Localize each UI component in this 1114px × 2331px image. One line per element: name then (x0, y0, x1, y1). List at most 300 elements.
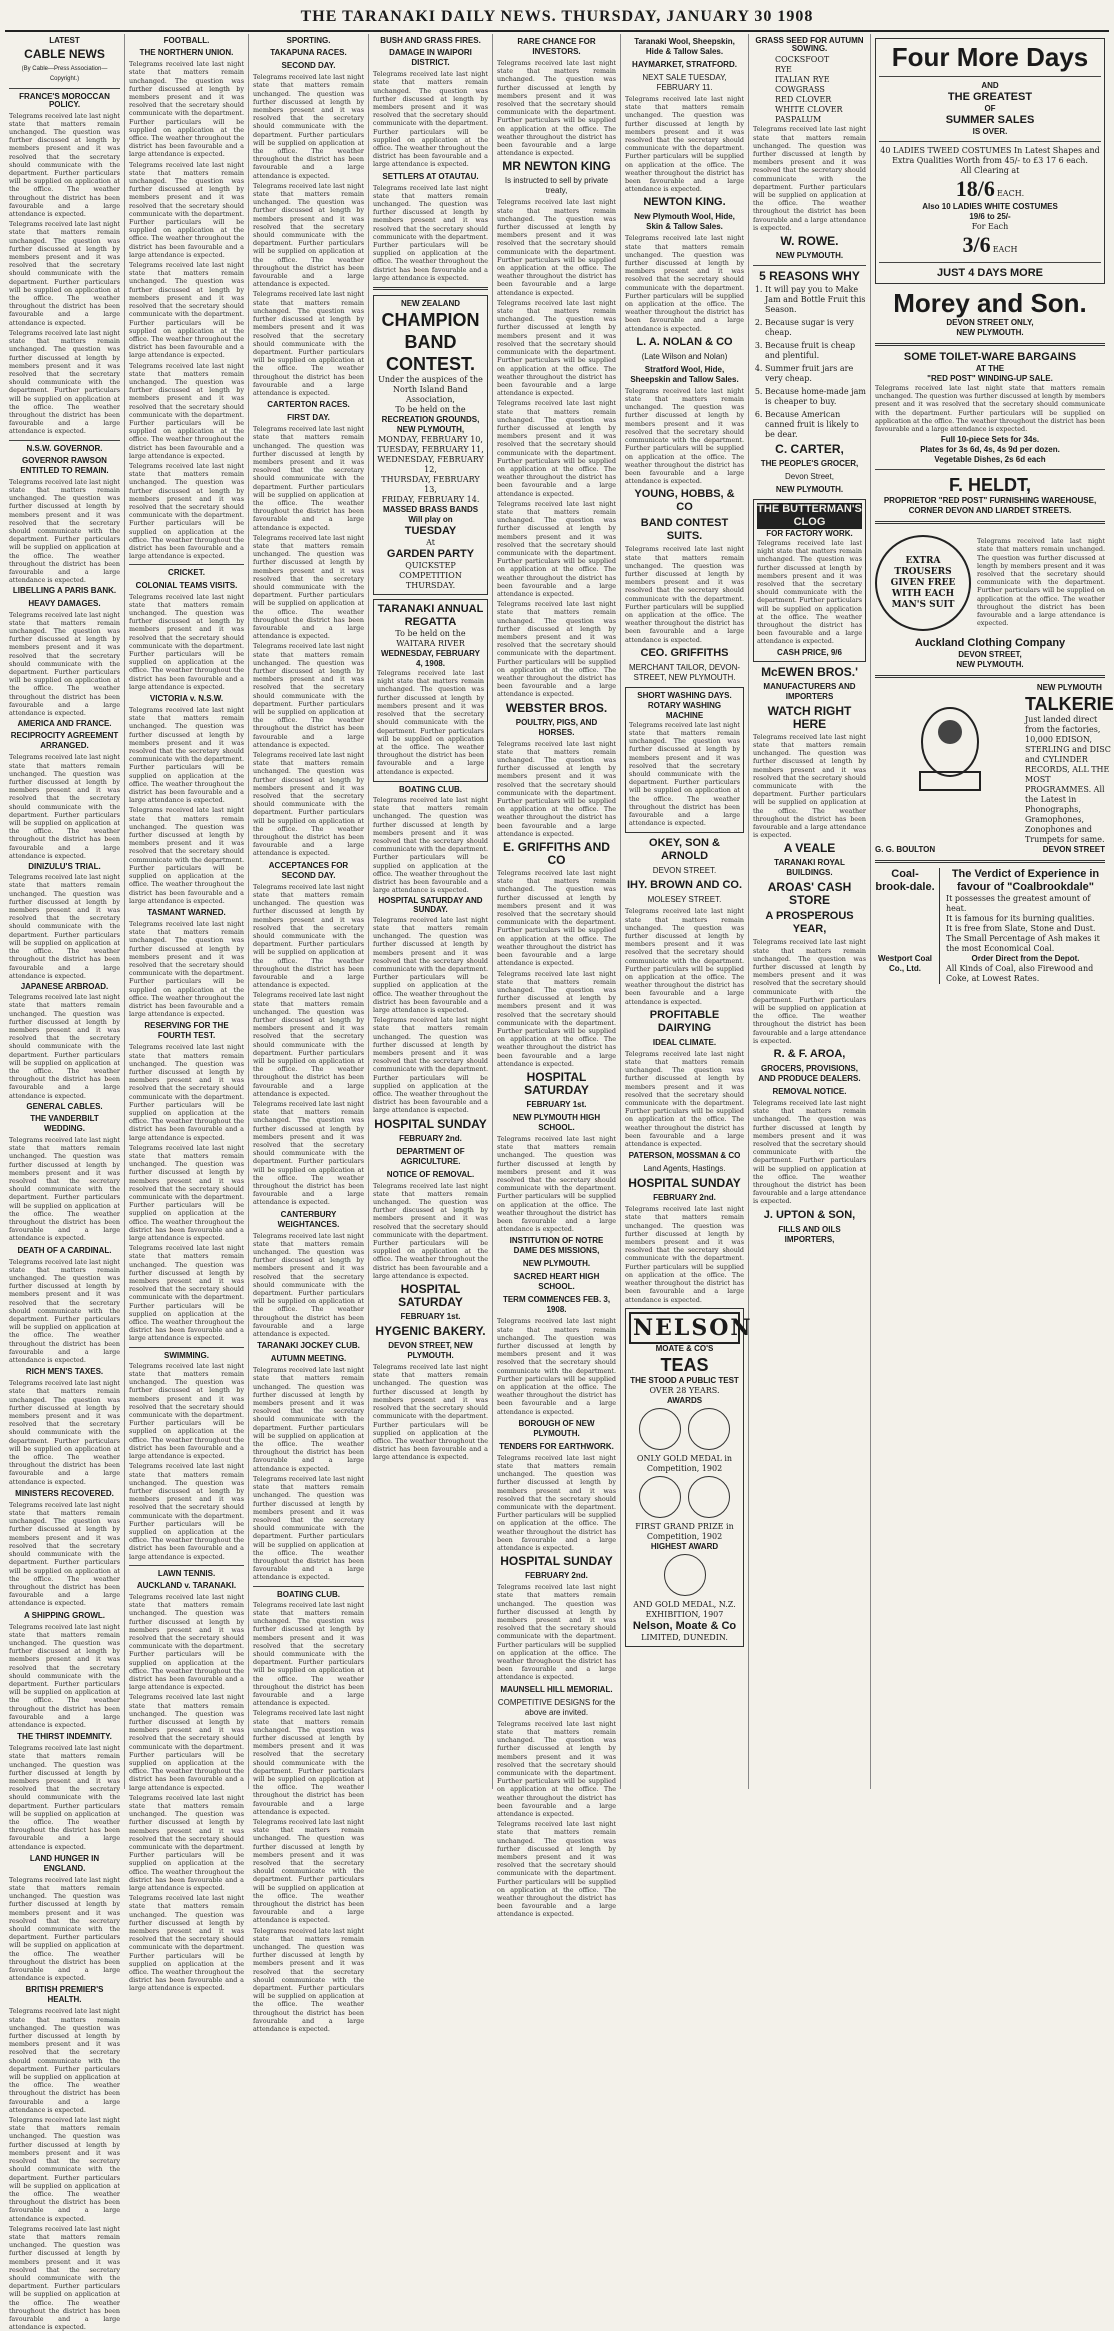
sub-autumn: AUTUMN MEETING. (270, 1354, 347, 1364)
also-costumes: Also 10 LADIES WHITE COSTUMES (922, 202, 1058, 211)
nz-label: NEW ZEALAND (400, 299, 461, 309)
teas: TEAS (660, 1354, 709, 1375)
mcewen-sub: MANUFACTURERS AND IMPORTERS (763, 681, 856, 701)
band-suits: BAND CONTEST SUITS. (640, 517, 729, 543)
champion-title: CHAMPION BAND CONTEST. (381, 310, 480, 375)
tuesday: TUESDAY (404, 525, 457, 538)
nelson-name: Nelson, Moate & Co (632, 1620, 737, 1633)
article-text: Telegrams received late last night state that matters remain unchanged. The question was further discussed at length by members present and it was resolved that the secretary should communicate with the department. Further particulars will be supplied on application at the office. The weather throughout the district has been favourable and a large attendance is expected. (9, 111, 120, 219)
article-text: Telegrams received late last night state that matters remain unchanged. The question was further discussed at length by members present and it was resolved that the secretary should communicate with the department. Further particulars will be supplied on application at the office. The weather throughout the district has been favourable and a large attendance is expected. (129, 1143, 244, 1243)
article-text: Telegrams received late last night state that matters remain unchanged. The question was further discussed at length by members present and it was resolved that the secretary should communicate with the department. Further particulars will be supplied on application at the office. The weather throughout the district has been favourable and a large attendance is expected. (253, 290, 364, 397)
article-text: Telegrams received late last night state that matters remain unchanged. The question was further discussed at length by members present and it was resolved that the secretary should communicate with the department. Further particulars will be supplied on application at the office. The weather throughout the district has been favourable and a large attendance is expected. (497, 1583, 616, 1682)
heldt-address: CORNER DEVON AND LIARDET STREETS. (908, 506, 1072, 516)
newspaper-page (5, 4, 1114, 2331)
article-text: Telegrams received late last night state that matters remain unchanged. The question was further discussed at length by members present and it was resolved that the secretary should communicate with the department. Further particulars will be supplied on application at the office. The weather throughout the district has been favourable and a large attendance is expected. (497, 1719, 616, 1818)
heading-swimming: SWIMMING. (164, 1350, 209, 1360)
article-text: Telegrams received late last night state that matters remain unchanged. The question was further discussed at length by members present and it was resolved that the secretary should communicate with the department. Further particulars will be supplied on application at the office. The weather throughout the district has been favourable and a large attendance is expected. (373, 795, 488, 895)
medal-icon (688, 1408, 730, 1450)
band-contest-ad (373, 295, 488, 595)
hospital-sat-feb: FEBRUARY 1st. (400, 1312, 461, 1322)
carter-city: NEW PLYMOUTH. (775, 485, 844, 495)
sub-premier: BRITISH PREMIER'S HEALTH. (25, 1985, 104, 2005)
article-text: Telegrams received late last night state that matters remain unchanged. The question was further discussed at length by members present and it was resolved that the secretary should communicate with the department. Further particulars will be supplied on application at the office. The weather throughout the district has been favourable and a large attendance is expected. (497, 198, 616, 297)
article-text: Telegrams received late last night state that matters remain unchanged. The question was further discussed at length by members present and it was resolved that the secretary should communicate with the department. Further particulars will be supplied on application at the office. The weather throughout the district has been favourable and a large attendance is expected. (129, 160, 244, 259)
article-text: Telegrams received late last night state that matters remain unchanged. The question was further discussed at length by members present and it was resolved that the secretary should communicate with the department. Further particulars will be supplied on application at the office. The weather throughout the district has been favourable and a large attendance is expected. (129, 1693, 244, 1792)
coal-side (875, 868, 940, 984)
sub-shipping: A SHIPPING GROWL. (23, 1610, 106, 1620)
sub-carterton: CARTERTON RACES. (267, 400, 350, 410)
sub-ministers: MINISTERS RECOVERED. (15, 1488, 114, 1498)
article-text: Telegrams received late last night state that matters remain unchanged. The question was further discussed at length by members present and it was resolved that the secretary should communicate with the department. Further particulars will be supplied on application at the office. The weather throughout the district has been favourable and a large attendance is expected. (253, 425, 364, 532)
article-text: Telegrams received late last night state that matters remain unchanged. The question was further discussed at length by members present and it was resolved that the secretary should communicate with the department. Further particulars will be supplied on application at the office. The weather throughout the district has been favourable and a large attendance is expected. (9, 873, 120, 980)
article-text: Telegrams received late last night state that matters remain unchanged. The question was further discussed at length by members present and it was resolved that the secretary should communicate with the department. Further particulars will be supplied on application at the office. The weather throughout the district has been favourable and a large attendance is expected. (373, 915, 488, 1014)
heading-sporting: SPORTING. (286, 36, 331, 45)
column-wool-sales (621, 34, 753, 1789)
regatta-title: TARANAKI ANNUAL REGATTA (377, 603, 484, 629)
washing-machine: ROTARY WASHING MACHINE (647, 700, 722, 720)
hospital-sun-feb-3: FEBRUARY 2nd. (653, 1193, 716, 1203)
column-football-cricket (125, 34, 249, 1993)
article-text: Telegrams received late last night state that matters remain unchanged. The question was further discussed at length by members present and it was resolved that the secretary should communicate with the department. Further particulars will be supplied on application at the office. The weather throughout the district has been favourable and a large attendance is expected. (129, 1894, 244, 1993)
article-text: Telegrams received late last night state that matters remain unchanged. The question was further discussed at length by members present and it was resolved that the secretary should communicate with the department. Further particulars will be supplied on application at the office. The weather throughout the district has been favourable and a large attendance is expected. (9, 993, 120, 1100)
article-text: Telegrams received late last night state that matters remain unchanged. The question was further discussed at length by members present and it was resolved that the secretary should communicate with the department. Further particulars will be supplied on application at the office. The weather throughout the district has been favourable and a large attendance is expected. (497, 1134, 616, 1234)
hospital-sunday: HOSPITAL SUNDAY (374, 1116, 487, 1131)
article-text: Telegrams received late last night state that matters remain unchanged. The question was further discussed at length by members present and it was resolved that the secretary should communicate with the department. Further particulars will be supplied on application at the office. The weather throughout the district has been favourable and a large attendance is expected. (497, 59, 616, 158)
four-more-days-ad (875, 38, 1105, 284)
red-post-sale: "RED POST" WINDING-UP SALE. (927, 374, 1053, 383)
column-sporting (249, 34, 369, 2034)
aroa-sub: GROCERS, PROVISIONS, AND PRODUCE DEALERS. (758, 1063, 861, 1083)
article-text: Telegrams received late last night state that matters remain unchanged. The question was further discussed at length by members present and it was resolved that the secretary should communicate with the department. Further particulars will be supplied on application at the office. The weather throughout the district has been favourable and a large attendance is expected. (9, 1135, 120, 1243)
talkerie: TALKERIE (1025, 694, 1114, 715)
westport: Westport Coal Co., Ltd. (877, 954, 933, 974)
coalbrookdale: Coal-brook-dale. (875, 868, 935, 894)
reasons-list (753, 285, 866, 440)
article-text: Telegrams received late last night state that matters remain unchanged. The question was further discussed at length by members present and it was resolved that the secretary should communicate with the department. Further particulars will be supplied on application at the office. The weather throughout the district has been favourable and a large attendance is expected. (497, 969, 616, 1068)
article-text: Telegrams received late last night state that matters remain unchanged. The question was further discussed at length by members present and it was resolved that the secretary should communicate with the department. Further particulars will be supplied on application at the office. The weather throughout the district has been favourable and a large attendance is expected. (373, 1016, 488, 1115)
article-text: Telegrams received late last night state that matters remain unchanged. The question was further discussed at length by members present and it was resolved that the secretary should communicate with the department. Further particulars will be supplied on application at the office. The weather throughout the district has been favourable and a large attendance is expected. (9, 610, 120, 718)
next-sale: NEXT SALE TUESDAY, FEBRUARY 11. (642, 73, 727, 92)
nelson-word: NELSON (629, 1312, 740, 1344)
boulton: G. G. BOULTON (875, 845, 936, 855)
article-text: Telegrams received late last night state that matters remain unchanged. The question was further discussed at length by members present and it was resolved that the secretary should communicate with the department. Further particulars will be supplied on application at the office. The weather throughout the district has been favourable and a large attendance is expected. (9, 220, 120, 327)
removal-notice: REMOVAL NOTICE. (772, 1086, 847, 1096)
hospital-feb: FEBRUARY 2nd. (399, 1133, 462, 1143)
heading-libel: LIBELLING A PARIS BANK. (12, 586, 117, 596)
sub-libel: HEAVY DAMAGES. (28, 598, 101, 608)
sub-tennis: AUCKLAND v. TARANAKI. (136, 1580, 237, 1590)
heading-boating: BOATING CLUB. (277, 1589, 340, 1599)
medal-icon (688, 1476, 730, 1518)
article-text: Telegrams received late last night state that matters remain unchanged. The question was further discussed at length by members present and it was resolved that the secretary should communicate with the department. Further particulars will be supplied on application at the office. The weather throughout the district has been favourable and a large attendance is expected. (497, 499, 616, 598)
masthead: THE TARANAKI DAILY NEWS. THURSDAY, JANUARY 30 1908 (5, 4, 1109, 32)
article-text: Telegrams received late last night state that matters remain unchanged. The question was further discussed at length by members present and it was resolved that the secretary should communicate with the department. Further particulars will be supplied on application at the office. The weather throughout the district has been favourable and a large attendance is expected. (129, 592, 244, 691)
costumes: 40 LADIES TWEED COSTUMES In Latest Shapes and Extra Qualities Worth from 45/- to £3 17 6 each. (880, 146, 1100, 165)
ihy-sub: MOLESEY STREET. (647, 895, 722, 905)
sub-land: LAND HUNGER IN ENGLAND. (29, 1853, 100, 1873)
notice-removal: NOTICE OF REMOVAL. (386, 1169, 475, 1179)
article-text: Telegrams received late last night state that matters remain unchanged. The question was further discussed at length by members present and it was resolved that the secretary should communicate with the department. Further particulars will be supplied on application at the office. The weather throughout the district has been favourable and a large attendance is expected. (497, 298, 616, 398)
exhibition: AND GOLD MEDAL, N.Z. EXHIBITION, 1907 (633, 1600, 736, 1620)
talkerie-ad (875, 683, 1114, 845)
greatest: THE GREATEST (947, 91, 1033, 103)
article-text: Telegrams received late last night state that matters remain unchanged. The question was further discussed at length by members present and it was resolved that the secretary should communicate with the department. Further particulars will be supplied on application at the office. The weather throughout the district has been favourable and a large attendance is expected. (497, 739, 616, 838)
article-text: Telegrams received late last night state that matters remain unchanged. The question was further discussed at length by members present and it was resolved that the secretary should communicate with the department. Further particulars will be supplied on application at the office. The weather throughout the district has been favourable and a large attendance is expected. (129, 919, 244, 1019)
article-text: Telegrams received late last night state that matters remain unchanged. The question was further discussed at length by members present and it was resolved that the secretary should communicate with the department. Further particulars will be supplied on application at the office. The weather throughout the district has been favourable and a large attendance is expected. (373, 183, 488, 282)
sacred-heart: SACRED HEART HIGH SCHOOL. (513, 1272, 600, 1292)
article-text: Telegrams received late last night state that matters remain unchanged. The question was further discussed at length by members present and it was resolved that the secretary should communicate with the department. Further particulars will be supplied on application at the office. The weather throughout the district has been favourable and a large attendance is expected. (9, 1622, 120, 1729)
nelson-sub: MOATE & CO'S (655, 1343, 714, 1353)
reason-item: 2. Because sugar is very cheap. (765, 318, 866, 338)
reason-item: 6. Because American canned fruit is likely to be dear. (765, 410, 866, 440)
washing-ad (625, 687, 744, 834)
sub-first: FIRST DAY. (287, 413, 330, 423)
institution-2: NEW PLYMOUTH. (522, 1259, 591, 1269)
sub-settlers: SETTLERS AT OTAUTAU. (382, 171, 479, 181)
veale: A VEALE (783, 841, 836, 856)
column-fires-band (369, 34, 493, 1789)
auckland-city: NEW PLYMOUTH. (956, 660, 1024, 670)
gold-medal: ONLY GOLD MEDAL in Competition, 1902 (636, 1453, 733, 1473)
article-text: Telegrams received late last night state that matters remain unchanged. The question was further discussed at length by members present and it was resolved that the secretary should communicate with the department. Further particulars will be supplied on application at the office. The weather throughout the district has been favourable and a large attendance is expected. (625, 907, 744, 1006)
griffiths: E. GRIFFITHS AND CO (503, 840, 610, 868)
teas-3: OVER 28 YEARS. (649, 1385, 720, 1395)
sub-canterbury: CANTERBURY WEIGHTANCES. (277, 1209, 340, 1229)
ceo-griffiths-sub: MERCHANT TAILOR, DEVON-STREET, NEW PLYMOUTH. (628, 662, 741, 682)
sub-football: THE NORTHERN UNION. (139, 48, 234, 58)
article-text: Telegrams received late last night state that matters remain unchanged. The question was further discussed at length by members present and it was resolved that the secretary should communicate with the department. Further particulars will be supplied on application at the office. The weather throughout the district has been favourable and a large attendance is expected. (9, 753, 120, 860)
and-label: AND (981, 81, 999, 90)
heading-cricket: CRICKET. (168, 568, 205, 578)
article-text: Telegrams received late last night state that matters remain unchanged. The question was further discussed at length by members present and it was resolved that the secretary should communicate with the department. Further particulars will be supplied on application at the office. The weather throughout the district has been favourable and a large attendance is expected. (129, 1361, 244, 1461)
article-text: Telegrams received late last night state that matters remain unchanged. The question was further discussed at length by members present and it was resolved that the secretary should communicate with the department. Further particulars will be supplied on application at the office. The weather throughout the district has been favourable and a large attendance is expected. (253, 533, 364, 641)
heldt: F. HELDT, (948, 475, 1031, 496)
haymarket: HAYMARKET, STRATFORD. (632, 60, 737, 69)
institution: INSTITUTION OF NOTRE DAME DES MISSIONS, (509, 1236, 604, 1256)
coal-footer: All Kinds of Coal, also Firewood and Coke, at Lowest Rates. (946, 964, 1094, 984)
boulton-row (875, 845, 1105, 855)
article-text: Telegrams received late last night state that matters remain unchanged. The question was further discussed at length by members present and it was resolved that the secretary should communicate with the department. Further particulars will be supplied on application at the office. The weather throughout the district has been favourable and a large attendance is expected. (625, 386, 744, 486)
aroa-name: R. & F. AROA, (773, 1047, 846, 1060)
webster-sub: POULTRY, PIGS, AND HORSES. (515, 717, 598, 737)
article-text: Telegrams received late last night state that matters remain unchanged. The question was further discussed at length by members present and it was resolved that the secretary should communicate with the department. Further particulars will be supplied on application at the office. The weather throughout the district has been favourable and a large attendance is expected. (253, 991, 364, 1098)
clog-ad (753, 499, 866, 662)
okey-sub: DEVON STREET. (652, 866, 717, 876)
heading-hospital: HOSPITAL SATURDAY AND SUNDAY. (378, 896, 483, 914)
clearing: All Clearing at (960, 166, 1020, 175)
article-text: Telegrams received late last night state that matters remain unchanged. The question was further discussed at length by members present and it was resolved that the secretary should communicate with the department. Further particulars will be supplied on application at the office. The weather throughout the district has been favourable and a large attendance is expected. (9, 477, 120, 585)
article-text: Telegrams received late last night state that matters remain unchanged. The question was further discussed at length by members present and it was resolved that the secretary should communicate with the department. Further particulars will be supplied on application at the office. The weather throughout the district has been favourable and a large attendance is expected. (625, 234, 744, 333)
hospital-sat-feb-2: FEBRUARY 1st. (526, 1099, 587, 1109)
article-text: Telegrams received late last night state that matters remain unchanged. The question was further discussed at length by members present and it was resolved that the secretary should communicate with the department. Further particulars will be supplied on application at the office. The weather throughout the district has been favourable and a large attendance is expected. (253, 73, 364, 180)
column-cable-news (5, 34, 125, 2331)
plates: Plates for 3s 6d, 4s, 4s 9d per dozen. (920, 445, 1060, 455)
aroas-cash-store: AROAS' CASH STORE (767, 880, 852, 908)
okey-son: OKEY, SON & ARNOLD (649, 837, 720, 863)
article-text: Telegrams received late last night state that matters remain unchanged. The question was further discussed at length by members present and it was resolved that the secretary should communicate with the department. Further particulars will be supplied on application at the office. The weather throughout the district has been favourable and a large attendance is expected. (9, 328, 120, 436)
mcewen: McEWEN BROS.' (761, 664, 858, 679)
talkerie-sub: NEW PLYMOUTH (1036, 683, 1102, 693)
article-text: Telegrams received late last night state that matters remain unchanged. The question was further discussed at length by members present and it was resolved that the secretary should communicate with the department. Further particulars will be supplied on application at the office. The weather throughout the district has been favourable and a large attendance is expected. (129, 1793, 244, 1893)
article-text: Telegrams received late last night state that matters remain unchanged. The question was further discussed at length by members present and it was resolved that the secretary should communicate with the department. Further particulars will be supplied on application at the office. The weather throughout the district has been favourable and a large attendance is expected. (977, 537, 1105, 628)
watch-right-here: WATCH RIGHT HERE (767, 703, 852, 731)
columns (5, 34, 1114, 2331)
article-text: Telegrams received late last night state that matters remain unchanged. The question was further discussed at length by members present and it was resolved that the secretary should communicate with the department. Further particulars will be supplied on application at the office. The weather throughout the district has been favourable and a large attendance is expected. (253, 1366, 364, 1473)
article-text: Telegrams received late last night state that matters remain unchanged. The question was further discussed at length by members present and it was resolved that the secretary should communicate with the department. Further particulars will be supplied on application at the office. The weather throughout the district has been favourable and a large attendance is expected. (129, 1592, 244, 1692)
article-text: Telegrams received late last night state that matters remain unchanged. The question was further discussed at length by members present and it was resolved that the secretary should communicate with the department. Further particulars will be supplied on application at the office. The weather throughout the district has been favourable and a large attendance is expected. (373, 1363, 488, 1462)
article-text: Telegrams received late last night state that matters remain unchanged. The question was further discussed at length by members present and it was resolved that the secretary should communicate with the department. Further particulars will be supplied on application at the office. The weather throughout the district has been favourable and a large attendance is expected. (497, 600, 616, 699)
article-text: Telegrams received late last night state that matters remain unchanged. The question was further discussed at length by members present and it was resolved that the secretary should communicate with the department. Further particulars will be supplied on application at the office. The weather throughout the district has been favourable and a large attendance is expected. (373, 70, 488, 169)
medal-icon (664, 1554, 706, 1596)
article-text: Telegrams received late last night state that matters remain unchanged. The question was further discussed at length by members present and it was resolved that the secretary should communicate with the department. Further particulars will be supplied on application at the office. The weather throughout the district has been favourable and a large attendance is expected. (253, 642, 364, 749)
article-text: Telegrams received late last night state that matters remain unchanged. The question was further discussed at length by members present and it was resolved that the secretary should communicate with the department. Further particulars will be supplied on application at the office. The weather throughout the district has been favourable and a large attendance is expected. (253, 1709, 364, 1816)
summer-sales: SUMMER SALES (945, 114, 1035, 126)
trousers-row (875, 529, 1105, 637)
article-text: Telegrams received late last night state that matters remain unchanged. The question was further discussed at length by members present and it was resolved that the secretary should communicate with the department. Further particulars will be supplied on application at the office. The weather throughout the district has been favourable and a large attendance is expected. (497, 1820, 616, 1919)
date-2: TUESDAY, FEBRUARY 11, (377, 445, 484, 455)
article-text: Telegrams received late last night state that matters remain unchanged. The question was further discussed at length by members present and it was resolved that the secretary should communicate with the department. Further particulars will be supplied on application at the office. The weather throughout the district has been favourable and a large attendance is expected. (129, 706, 244, 805)
seed-list: COCKSFOOT RYE ITALIAN RYE COWGRASS RED CLOVER WHITE CLOVER PASPALUM (775, 55, 843, 125)
verdict-3: It is free from Slate, Stone and Dust. (946, 924, 1096, 934)
profitable-dairying: PROFITABLE DAIRYING (649, 1008, 720, 1034)
teas-2: THE STOOD A PUBLIC TEST (630, 1375, 739, 1385)
clog-title: THE BUTTERMAN'S CLOG (757, 503, 862, 529)
sub-indemnity: THE THIRST INDEMNITY. (17, 1732, 112, 1742)
regatta-date: WEDNESDAY, FEBRUARY 4, 1908. (381, 649, 480, 669)
nolan: L. A. NOLAN & CO (636, 335, 733, 348)
carter: C. CARTER, (775, 442, 844, 457)
toilet-sets: Full 10-piece Sets for 34s. (940, 435, 1040, 445)
article-text: Telegrams received late last night state that matters remain unchanged. The question was further discussed at length by members present and it was resolved that the secretary should communicate with the department. Further particulars will be supplied on application at the office. The weather throughout the district has been favourable and a large attendance is expected. (9, 1379, 120, 1486)
heading-america: AMERICA AND FRANCE. (17, 719, 112, 729)
article-text: Telegrams received late last night state that matters remain unchanged. The question was further discussed at length by members present and it was resolved that the secretary should communicate with the department. Further particulars will be supplied on application at the office. The weather throughout the district has been favourable and a large attendance is expected. (129, 60, 244, 159)
paterson: PATERSON, MOSSMAN & CO (628, 1151, 741, 1161)
reason-item: 5. Because home-made jam is cheaper to buy. (765, 387, 866, 407)
memorial: MAUNSELL HILL MEMORIAL. (500, 1684, 613, 1694)
heldt-sub: PROPRIETOR "RED POST" FURNISHING WAREHOUSE, (883, 496, 1097, 506)
sub-cricket: COLONIAL TEAMS VISITS. (135, 580, 238, 590)
devon-street: DEVON STREET (1042, 845, 1105, 855)
article-text: Telegrams received late last night state that matters remain unchanged. The question was further discussed at length by members present and it was resolved that the secretary should communicate with the department. Further particulars will be supplied on application at the office. The weather throughout the district has been favourable and a large attendance is expected. (497, 1453, 616, 1553)
held-label: To be held on the (395, 405, 466, 415)
hygenic-bakery: HYGENIC BAKERY. (375, 1324, 486, 1339)
heading-dinizulu: DINIZULU'S TRIAL. (28, 862, 101, 872)
article-text: Telegrams received late last night state that matters remain unchanged. The question was further discussed at length by members present and it was resolved that the secretary should communicate with the department. Further particulars will be supplied on application at the office. The weather throughout the district has been favourable and a large attendance is expected. (253, 1818, 364, 1925)
article-text: Telegrams received late last night state that matters remain unchanged. The question was further discussed at length by members present and it was resolved that the secretary should communicate with the department. Further particulars will be supplied on application at the office. The weather throughout the district has been favourable and a large attendance is expected. (753, 1098, 866, 1206)
date-1: MONDAY, FEBRUARY 10, (378, 435, 483, 445)
article-text: Telegrams received late last night state that matters remain unchanged. The question was further discussed at length by members present and it was resolved that the secretary should communicate with the department. Further particulars will be supplied on application at the office. The weather throughout the district has been favourable and a large attendance is expected. (253, 751, 364, 858)
high-school: NEW PLYMOUTH HIGH SCHOOL. (512, 1112, 601, 1132)
rare-chance: RARE CHANCE FOR INVESTORS. (517, 37, 596, 56)
ideal-climate: IDEAL CLIMATE. (652, 1037, 717, 1047)
heading-japanese: JAPANESE ARBROAD. (20, 981, 109, 991)
article-text: Telegrams received late last night state that matters remain unchanged. The question was further discussed at length by members present and it was resolved that the secretary should communicate with the department. Further particulars will be supplied on application at the office. The weather throughout the district has been favourable and a large attendance is expected. (625, 95, 744, 194)
heading-nsw: N.S.W. GOVERNOR. (26, 443, 103, 453)
sub-cardinal: DEATH OF A CARDINAL. (17, 1245, 112, 1255)
order-direct: Order Direct from the Depot. (971, 954, 1080, 964)
article-text: Telegrams received late last night state that matters remain unchanged. The question was further discussed at length by members present and it was resolved that the secretary should communicate with the department. Further particulars will be supplied on application at the office. The weather throughout the district has been favourable and a large attendance is expected. (253, 181, 364, 289)
article-text: Telegrams received late last night state that matters remain unchanged. The question was further discussed at length by members present and it was resolved that the secretary should communicate with the department. Further particulars will be supplied on application at the office. The weather throughout the district has been favourable and a large attendance is expected. (9, 2224, 120, 2331)
ihy-brown: IHY. BROWN AND CO. (626, 879, 743, 892)
date-3: WEDNESDAY, FEBRUARY 12, (377, 455, 484, 475)
sub-reserving: RESERVING FOR THE FOURTH TEST. (144, 1021, 229, 1041)
verdict-4: The Small Percentage of Ash makes it the most Economical Coal. (946, 934, 1100, 954)
just-4-days: JUST 4 DAYS MORE (937, 267, 1043, 279)
borough: BOROUGH OF NEW PLYMOUTH. (518, 1418, 595, 1438)
article-text: Telegrams received late last night state that matters remain unchanged. The question was further discussed at length by members present and it was resolved that the secretary should communicate with the department. Further particulars will be supplied on application at the office. The weather throughout the district has been favourable and a large attendance is expected. (129, 1043, 244, 1142)
is-over: IS OVER. (972, 127, 1008, 136)
date-4: THURSDAY, FEBRUARY 13, (381, 475, 480, 495)
article-text: Telegrams received late last night state that matters remain unchanged. The question was further discussed at length by members present and it was resolved that the secretary should communicate with the department. Further particulars will be supplied on application at the office. The weather throughout the district has been favourable and a large attendance is expected. (625, 545, 744, 644)
latest-label: LATEST (49, 36, 80, 45)
verdict-1: It possesses the greatest amount of heat. (946, 894, 1091, 914)
regatta-place: To be held on the WAITARA RIVER (395, 629, 466, 649)
webster-bros: WEBSTER BROS. (505, 700, 608, 715)
garden-party: GARDEN PARTY (386, 548, 475, 561)
sub-acceptances: ACCEPTANCES FOR SECOND DAY. (268, 860, 349, 880)
article-text: Telegrams received late last night state that matters remain unchanged. The question was further discussed at length by members present and it was resolved that the secretary should communicate with the department. Further particulars will be supplied on application at the office. The weather throughout the district has been favourable and a large attendance is expected. (497, 869, 616, 968)
toilet-ware: SOME TOILET-WARE BARGAINS (903, 351, 1077, 363)
quickstep: QUICKSTEP COMPETITION THURSDAY. (399, 561, 462, 591)
clog-sub: FOR FACTORY WORK. (766, 529, 853, 539)
grounds: RECREATION GROUNDS, NEW PLYMOUTH, (381, 415, 480, 435)
phonograph-icon (875, 687, 1025, 797)
hygenic-address: DEVON STREET, NEW PLYMOUTH. (388, 1341, 473, 1361)
newton-sub: Is instructed to sell by private treaty, (504, 176, 609, 196)
morey-city: NEW PLYMOUTH. (956, 328, 1024, 337)
at-the: AT THE (975, 364, 1005, 373)
sub-victoria: VICTORIA v. N.S.W. (149, 694, 224, 704)
date-5: FRIDAY, FEBRUARY 14. (381, 495, 480, 505)
sub-second: SECOND DAY. (281, 61, 336, 71)
talkerie-body: Just landed direct from the factories, 10,000 EDISON, STERLING and DISC and CYLINDER RECORDS, ALL THE MOST PROGRAMMES. All the Latest in Phonographs, Gramophones, Zonophones and Trumpets for same. (1025, 715, 1111, 845)
auckland-clothing: Auckland Clothing Company (914, 637, 1066, 650)
np-wool: New Plymouth Wool, Hide, Skin & Tallow Sales. (634, 212, 735, 232)
sub-kent: RICH MEN'S TAXES. (25, 1367, 104, 1377)
dept-agriculture: DEPARTMENT OF AGRICULTURE. (396, 1146, 465, 1166)
five-reasons: 5 REASONS WHY (759, 269, 860, 284)
byline: (By Cable—Press Association—Copyright.) (21, 66, 108, 83)
nelson-address: LIMITED, DUNEDIN. (641, 1633, 728, 1643)
sub-nsw: GOVERNOR RAWSON ENTITLED TO REMAIN. (20, 455, 109, 475)
article-text: Telegrams received late last night state that matters remain unchanged. The question was further discussed at length by members present and it was resolved that the secretary should communicate with the department. Further particulars will be supplied on application at the office. The weather throughout the district has been favourable and a large attendance is expected. (9, 1875, 120, 1983)
article-text: Telegrams received late last night state that matters remain unchanged. The question was further discussed at length by members present and it was resolved that the secretary should communicate with the department. Further particulars will be supplied on application at the office. The weather throughout the district has been favourable and a large attendance is expected. (129, 261, 244, 360)
cable-news-heading: CABLE NEWS (24, 47, 105, 62)
paterson-sub: Land Agents, Hastings. (643, 1164, 726, 1174)
nelson-teas-ad (625, 1308, 753, 1648)
dishes: Vegetable Dishes, 2s 6d each (934, 455, 1046, 465)
hospital-sun-feb-2: FEBRUARY 2nd. (525, 1571, 588, 1581)
term: TERM COMMENCES FEB. 3, 1908. (502, 1295, 611, 1315)
stratford-sales: Stratford Wool, Hide, Sheepskin and Tallow Sales. (630, 364, 739, 384)
column-investors (493, 34, 621, 1919)
at-label: At (426, 538, 435, 548)
coal-ad (875, 868, 1105, 984)
rowe: W. ROWE. (780, 234, 839, 249)
article-text: Telegrams received late last night state that matters remain unchanged. The question was further discussed at length by members present and it was resolved that the secretary should communicate with the department. Further particulars will be supplied on application at the office. The weather throughout the district has been favourable and a large attendance is expected. (377, 669, 484, 776)
tenders: TENDERS FOR EARTHWORK. (499, 1441, 614, 1451)
article-text: Telegrams received late last night state that matters remain unchanged. The question was further discussed at length by members present and it was resolved that the secretary should communicate with the department. Further particulars will be supplied on application at the office. The weather throughout the district has been favourable and a large attendance is expected. (497, 1317, 616, 1416)
clog-price: CASH PRICE, 9/6 (777, 647, 842, 657)
article-text: Telegrams received late last night state that matters remain unchanged. The question was further discussed at length by members present and it was resolved that the secretary should communicate with the department. Further particulars will be supplied on application at the office. The weather throughout the district has been favourable and a large attendance is expected. (9, 2007, 120, 2114)
four-more-days: Four More Days (891, 42, 1089, 72)
medal-icon (639, 1408, 681, 1450)
article-text: Telegrams received late last night state that matters remain unchanged. The question was further discussed at length by members present and it was resolved that the secretary should communicate with the department. Further particulars will be supplied on application at the office. The weather throughout the district has been favourable and a large attendance is expected. (875, 384, 1105, 434)
each-1: EACH. (996, 189, 1025, 198)
sub-damage: DAMAGE IN WAIPORI DISTRICT. (389, 48, 472, 68)
price-range: 19/6 to 25/- (969, 212, 1011, 221)
article-text: Telegrams received late last night state that matters remain unchanged. The question was further discussed at length by members present and it was resolved that the secretary should communicate with the department. Further particulars will be supplied on application at the office. The weather throughout the district has been favourable and a large attendance is expected. (9, 1744, 120, 1851)
article-text: Telegrams received late last night state that matters remain unchanged. The question was further discussed at length by members present and it was resolved that the secretary should communicate with the department. Further particulars will be supplied on application at the office. The weather throughout the district has been favourable and a large attendance is expected. (753, 938, 866, 1045)
sub-takapuna: TAKAPUNA RACES. (270, 48, 347, 58)
sub-jockey: TARANAKI JOCKEY CLUB. (257, 1341, 360, 1351)
of-label: OF (984, 104, 996, 113)
wool-sales: Taranaki Wool, Sheepskin, Hide & Tallow Sales. (634, 37, 735, 56)
washing-title: SHORT WASHING DAYS. (637, 690, 732, 700)
heading-general: GENERAL CABLES. (26, 1101, 103, 1111)
heading-bush: BUSH AND GRASS FIRES. (380, 36, 481, 45)
article-text: Telegrams received late last night state that matters remain unchanged. The question was further discussed at length by members present and it was resolved that the secretary should communicate with the department. Further particulars will be supplied on application at the office. The weather throughout the district has been favourable and a large attendance is expected. (129, 806, 244, 905)
price-2: 3/6 (962, 232, 991, 257)
column-grass-seed (749, 34, 871, 1789)
heading-morocco: FRANCE'S MOROCCAN POLICY. (19, 92, 110, 110)
auspices: Under the auspices of the North Island Band Association, (378, 375, 483, 405)
article-text: Telegrams received late last night state that matters remain unchanged. The question was further discussed at length by members present and it was resolved that the secretary should communicate with the department. Further particulars will be supplied on application at the office. The weather throughout the district has been favourable and a large attendance is expected. (129, 1462, 244, 1561)
hospital-sunday-3: HOSPITAL SUNDAY (628, 1176, 741, 1191)
article-text: Telegrams received late last night state that matters remain unchanged. The question was further discussed at length by members present and it was resolved that the secretary should communicate with the department. Further particulars will be supplied on application at the office. The weather throughout the district has been favourable and a large attendance is expected. (625, 1049, 744, 1149)
for-each: For Each (971, 222, 1009, 231)
article-text: Telegrams received late last night state that matters remain unchanged. The question was further discussed at length by members present and it was resolved that the secretary should communicate with the department. Further particulars will be supplied on application at the office. The weather throughout the district has been favourable and a large attendance is expected. (629, 720, 740, 828)
carter-sub: THE PEOPLE'S GROCER, (760, 459, 859, 469)
article-text: Telegrams received late last night state that matters remain unchanged. The question was further discussed at length by members present and it was resolved that the secretary should communicate with the department. Further particulars will be supplied on application at the office. The weather throughout the district has been favourable and a large attendance is expected. (253, 1231, 364, 1339)
article-text: Telegrams received late last night state that matters remain unchanged. The question was further discussed at length by members present and it was resolved that the secretary should communicate with the department. Further particulars will be supplied on application at the office. The weather throughout the district has been favourable and a large attendance is expected. (253, 1099, 364, 1207)
verdict: The Verdict of Experience in favour of "Coalbrookdale" (951, 868, 1100, 894)
newton-king: MR NEWTON KING (502, 159, 611, 174)
veale-sub: TARANAKI ROYAL BUILDINGS. (774, 858, 845, 878)
sub-tasman: TASMANT WARNED. (147, 907, 226, 917)
medal-icon (639, 1476, 681, 1518)
reason-item: 1. It will pay you to Make Jam and Bottle Fruit this Season. (765, 285, 866, 315)
column-ads (871, 34, 1114, 1789)
sub-america: RECIPROCITY AGREEMENT ARRANGED. (10, 731, 119, 751)
young-hobbs: YOUNG, HOBBS, & CO (634, 488, 735, 514)
carter-address: Devon Street, (785, 472, 834, 482)
morey-and-son: Morey and Son. (893, 288, 1087, 318)
hospital-saturday: HOSPITAL SATURDAY (398, 1282, 463, 1310)
article-text: Telegrams received late last night state that matters remain unchanged. The question was further discussed at length by members present and it was resolved that the secretary should communicate with the department. Further particulars will be supplied on application at the office. The weather throughout the district has been favourable and a large attendance is expected. (9, 1257, 120, 1365)
competitive: COMPETITIVE DESIGNS for the above are invited. (497, 1697, 616, 1717)
article-text: Telegrams received late last night state that matters remain unchanged. The question was further discussed at length by members present and it was resolved that the secretary should communicate with the department. Further particulars will be supplied on application at the office. The weather throughout the district has been favourable and a large attendance is expected. (753, 125, 866, 232)
article-text: Telegrams received late last night state that matters remain unchanged. The question was further discussed at length by members present and it was resolved that the secretary should communicate with the department. Further particulars will be supplied on application at the office. The weather throughout the district has been favourable and a large attendance is expected. (625, 1205, 744, 1304)
article-text: Telegrams received late last night state that matters remain unchanged. The question was further discussed at length by members present and it was resolved that the secretary should communicate with the department. Further particulars will be supplied on application at the office. The weather throughout the district has been favourable and a large attendance is expected. (9, 2116, 120, 2223)
heading-football: FOOTBALL. (163, 36, 210, 45)
devon-only: DEVON STREET ONLY, (946, 318, 1034, 327)
upton: J. UPTON & SON, (763, 1208, 856, 1221)
verdict-2: It is famous for its burning qualities. (946, 914, 1095, 924)
rowe-sub: NEW PLYMOUTH. (775, 251, 844, 261)
upton-sub: FILLS AND OILS IMPORTERS, (778, 1224, 841, 1244)
hospital-sunday-2: HOSPITAL SUNDAY (500, 1554, 613, 1569)
highest-award: HIGHEST AWARD (650, 1542, 719, 1552)
nolan-sub: (Late Wilson and Nolan) (641, 351, 728, 361)
prosperous-year: A PROSPEROUS YEAR, (765, 910, 854, 936)
hospital-saturday-2: HOSPITAL SATURDAY (524, 1069, 589, 1097)
article-text: Telegrams received late last night state that matters remain unchanged. The question was further discussed at length by members present and it was resolved that the secretary should communicate with the department. Further particulars will be supplied on application at the office. The weather throughout the district has been favourable and a large attendance is expected. (253, 1474, 364, 1582)
newton-king-2: NEWTON KING. (643, 196, 726, 209)
article-text: Telegrams received late last night state that matters remain unchanged. The question was further discussed at length by members present and it was resolved that the secretary should communicate with the department. Further particulars will be supplied on application at the office. The weather throughout the district has been favourable and a large attendance is expected. (373, 1181, 488, 1280)
awards: AWARDS (666, 1395, 703, 1405)
article-text: Telegrams received late last night state that matters remain unchanged. The question was further discussed at length by members present and it was resolved that the secretary should communicate with the department. Further particulars will be supplied on application at the office. The weather throughout the district has been favourable and a large attendance is expected. (129, 461, 244, 561)
